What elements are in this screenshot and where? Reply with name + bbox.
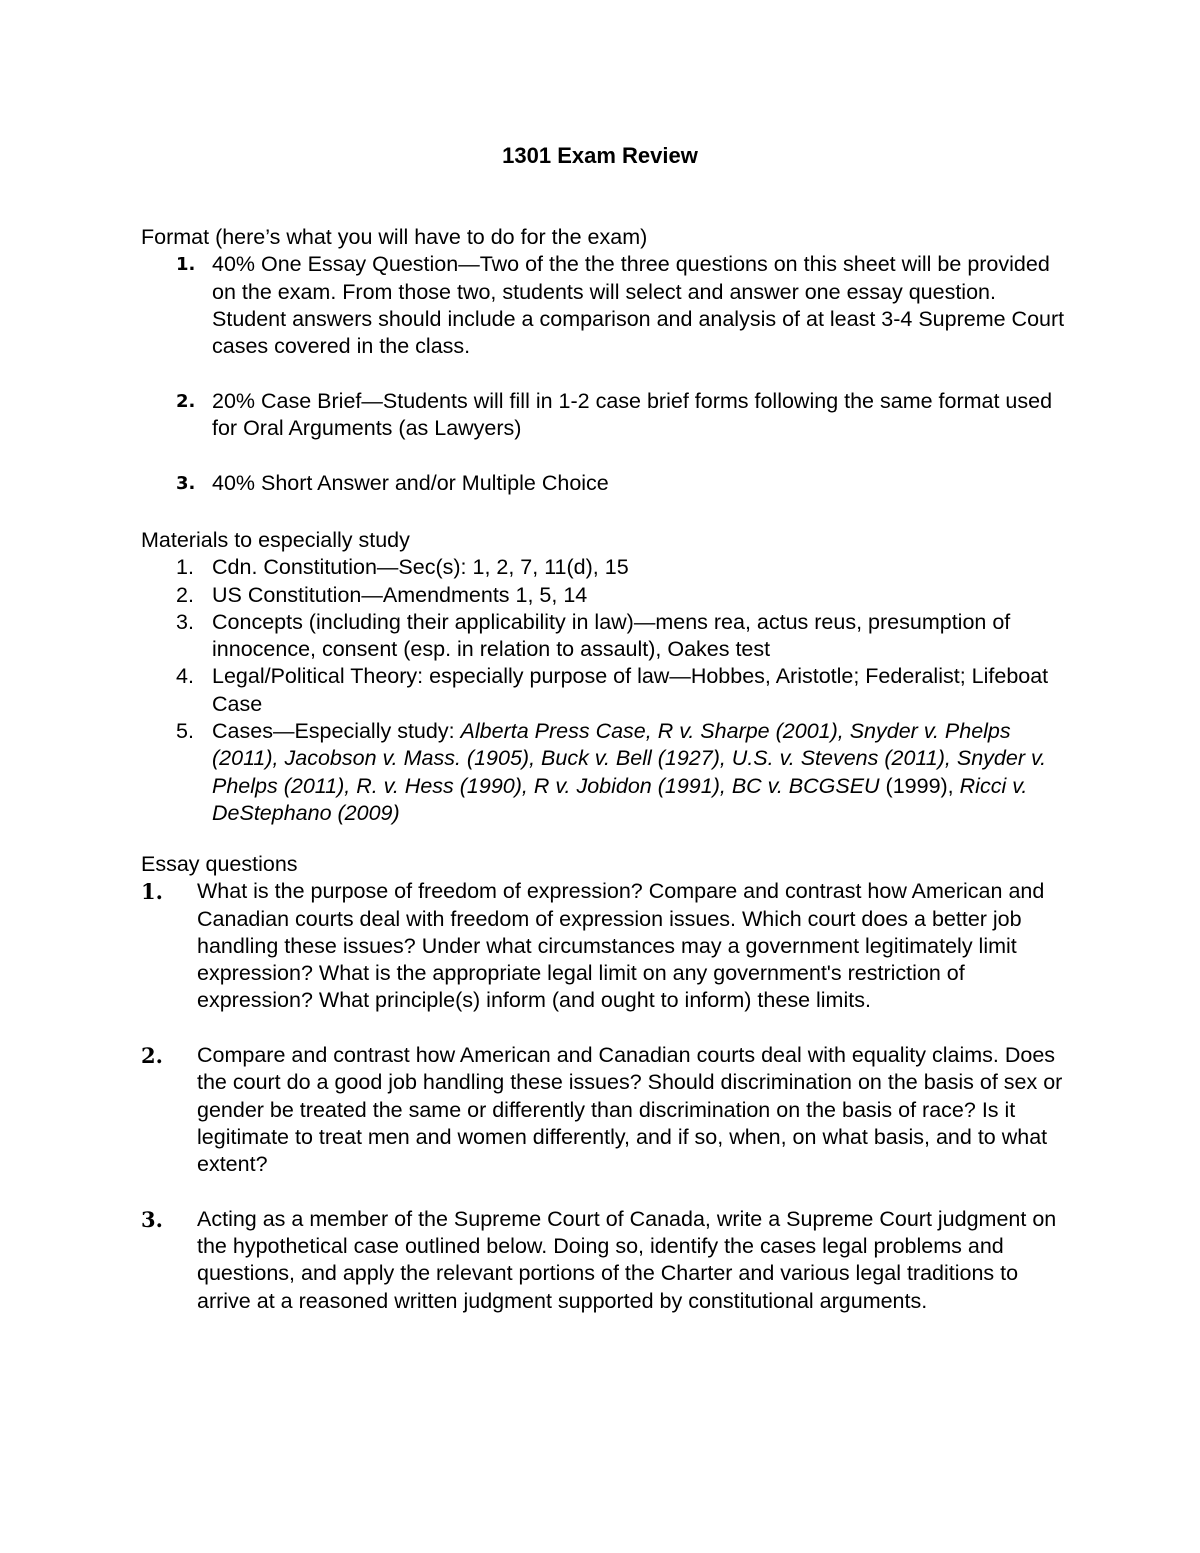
page-title: 1301 Exam Review: [502, 143, 698, 168]
list-text: US Constitution—Amendments 1, 5, 14: [212, 582, 588, 607]
list-number: 1.: [176, 555, 194, 580]
format-item: [141, 388, 1071, 443]
list-number: 3.: [141, 1206, 163, 1232]
materials-item: [141, 718, 1071, 827]
cases-prefix: Cases—Especially study:: [212, 719, 461, 744]
cases-list-end: Ricci v. DeStephano (2009): [212, 773, 1028, 825]
essay-heading: Essay questions: [141, 852, 298, 876]
list-number: 3.: [176, 609, 194, 634]
list-number: 2.: [176, 390, 196, 412]
materials-item: [141, 582, 1071, 609]
materials-item: [141, 663, 1071, 718]
list-text: 40% One Essay Question—Two of the the three questions on this sheet will be provided on the exam. From those two, students will select and answer one essay question. Student answers should include a comparison and analysis of at least 3-4 Supreme Court cases covered in the class.: [212, 252, 1065, 359]
cases-list: Alberta Press Case, R v. Sharpe (2001), Snyder v. Phelps (2011), Jacobson v. Mass. (1905), Buck v. Bell (1927), U.S. v. Stevens (2011), Snyder v. Phelps (2011), R. v. Hess (1990), R v. Jobidon (1991), BC v. BCGSEU: [212, 719, 1047, 798]
list-number: 3.: [176, 472, 196, 494]
materials-item: [141, 554, 1071, 581]
essay-question: [141, 1206, 1071, 1315]
list-text: Concepts (including their applicability in law)—mens rea, actus reus, presumption of innocence, consent (esp. in relation to assault), Oakes test: [212, 609, 1011, 662]
list-number: 2.: [141, 1043, 163, 1069]
format-heading: Format (here’s what you will have to do for the exam): [141, 225, 648, 249]
question-text: What is the purpose of freedom of expression? Compare and contrast how American and Canadian courts deal with freedom of expression issues. Which court does a better job handling these issues? Under what circumstances may a government legitimately limit expression? What is the appropriate legal limit on any government's restriction of expression? What principle(s) inform (and ought to inform) these limits.: [197, 879, 1045, 1013]
question-text: Compare and contrast how American and Canadian courts deal with equality claims. Does the court do a good job handling these issues? Should discrimination on the basis of sex or gender be treated the same or differently than discrimination on the basis of race? Is it legitimate to treat men and women differently, and if so, when, on what basis, and to what extent?: [197, 1043, 1063, 1177]
list-number: 1.: [141, 879, 163, 905]
materials-section: [141, 527, 1071, 827]
list-number: 5.: [176, 719, 194, 744]
list-text: Cdn. Constitution—Sec(s): 1, 2, 7, 11(d), 15: [212, 555, 629, 580]
materials-heading: Materials to especially study: [141, 528, 410, 552]
list-text: 20% Case Brief—Students will fill in 1-2 case brief forms following the same format used for Oral Arguments (as Lawyers): [212, 388, 1053, 441]
list-number: 2.: [176, 582, 194, 607]
materials-item: [141, 609, 1071, 664]
list-number: 4.: [176, 664, 194, 689]
essay-question: [141, 1042, 1071, 1178]
format-item: [141, 470, 1071, 497]
essay-section: [141, 851, 1071, 1315]
list-text: Legal/Political Theory: especially purpose of law—Hobbes, Aristotle; Federalist; Lifeboat Case: [212, 664, 1049, 716]
list-number: 1.: [176, 254, 196, 276]
question-text: Acting as a member of the Supreme Court of Canada, write a Supreme Court judgment on the hypothetical case outlined below. Doing so, identify the cases legal problems and questions, and apply the relevant portions of the Charter and various legal traditions to arrive at a reasoned written judgment supported by constitutional arguments.: [197, 1206, 1057, 1313]
cases-year: (1999),: [879, 773, 960, 798]
list-text: 40% Short Answer and/or Multiple Choice: [212, 470, 609, 495]
format-item: [141, 251, 1071, 360]
format-section: [141, 224, 1071, 497]
essay-question: [141, 878, 1071, 1014]
